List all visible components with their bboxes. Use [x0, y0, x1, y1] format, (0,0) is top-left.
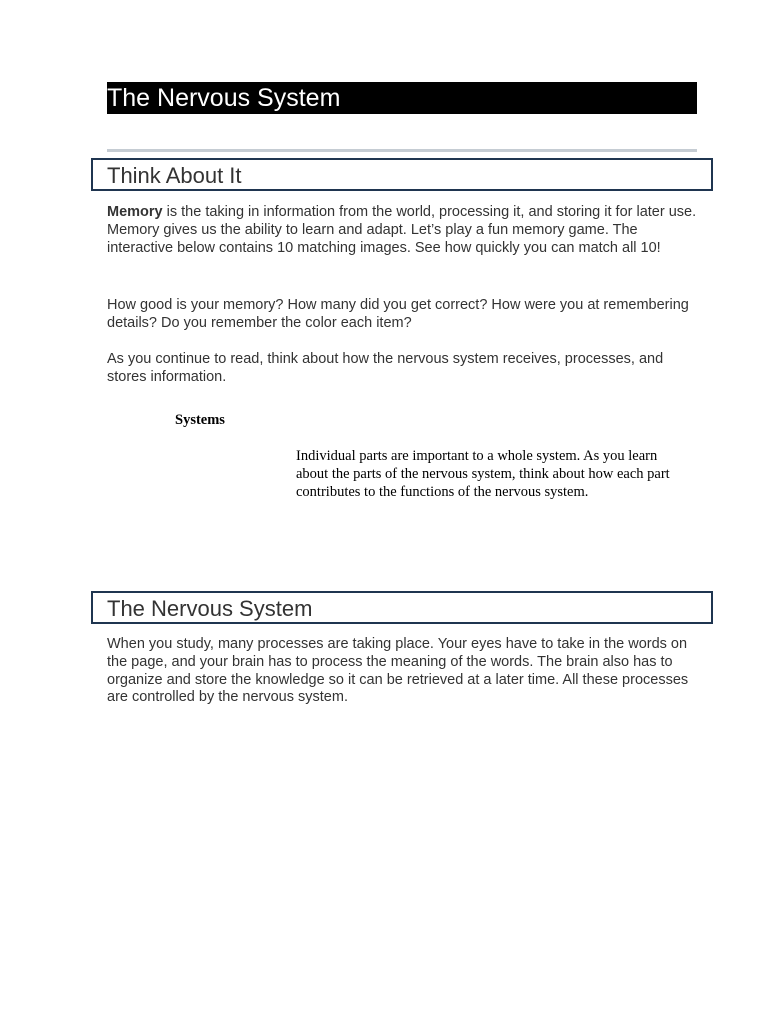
paragraph-text: is the taking in information from the world, processing it, and storing it for later use. Memory gives us the ability to learn and adapt. Let’s play a fun memory game. The interactive below contains 10 matching images. See how quickly you can match all 10! [107, 204, 697, 256]
section-heading: The Nervous System [107, 596, 313, 621]
section-heading: Think About It [107, 163, 242, 188]
title-divider [107, 149, 697, 152]
paragraph-study-processes: When you study, many processes are taking place. Your eyes have to take in the words on the page, and your brain has to process the meaning of the words. The brain also has to organize and store the knowledge so it can be retrieved at a later time. All these processes are controlled by the nervous system. [107, 636, 689, 706]
paragraph-memory-questions: How good is your memory? How many did you get correct? How were you at remembering details? Do you remember the color each item? [107, 297, 689, 331]
paragraph-memory [107, 204, 703, 257]
paragraph-continue-reading: As you continue to read, think about how the nervous system receives, processes, and stores information. [107, 351, 664, 385]
callout-text-systems: Individual parts are important to a whole system. As you learn about the parts of the nervous system, think about how each part contributes to the functions of the nervous system. [296, 448, 670, 501]
section-header-nervous-system [91, 591, 713, 624]
callout-heading-systems: Systems [175, 412, 225, 428]
bold-term-memory: Memory [107, 204, 163, 220]
section-header-think-about-it [91, 158, 713, 191]
document-title: The Nervous System [107, 82, 697, 114]
